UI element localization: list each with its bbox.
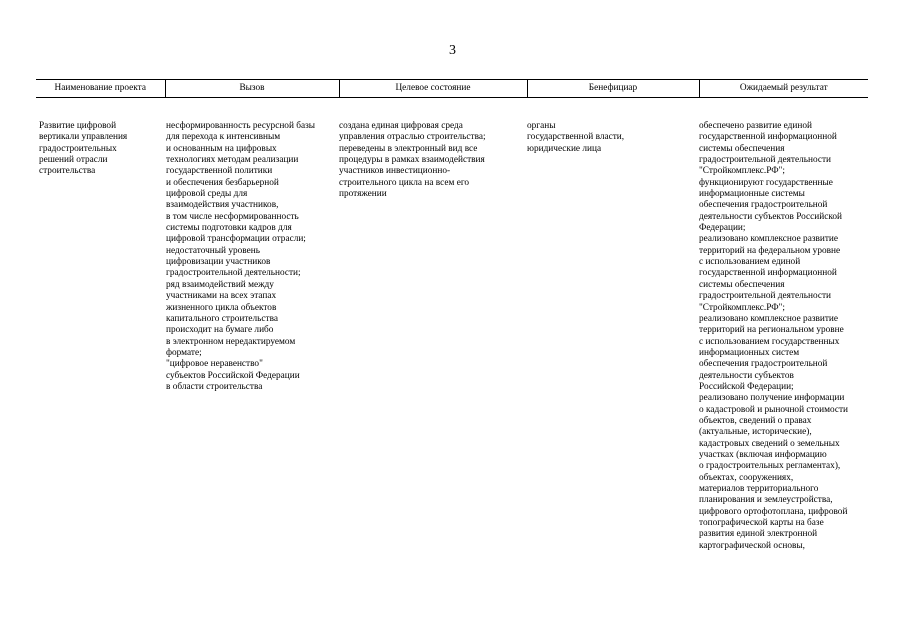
challenge-line: недостаточный уровень (166, 245, 260, 256)
expected-result-line: Российской Федерации; (699, 381, 794, 392)
project-table (36, 79, 868, 552)
expected-result-line: картографической основы, (699, 540, 805, 551)
challenge-line: градостроительной деятельности; (166, 268, 301, 279)
expected-result-line: обеспечено развитие единой (699, 121, 812, 131)
expected-result-line: системы обеспечения (699, 143, 785, 154)
expected-result-line: о градостроительных регламентах), (699, 461, 841, 472)
expected-result-line: градостроительной деятельности (699, 291, 831, 302)
target-state-line: протяжении (339, 189, 387, 200)
project-name-line: решений отрасли (39, 155, 108, 166)
header-target-state: Целевое состояние (339, 80, 527, 98)
expected-result-line: Федерации; (699, 223, 746, 234)
header-beneficiary: Бенефициар (527, 80, 699, 98)
expected-result-line: деятельности субъектов Российской (699, 211, 843, 222)
challenge-line: капитального строительства (166, 313, 278, 324)
project-name-line: Развитие цифровой (39, 121, 117, 131)
target-state-line: переведены в электронный вид все (339, 143, 478, 154)
target-state-line: строительного цикла на всем его (339, 177, 470, 188)
expected-result-line: реализовано комплексное развитие (699, 313, 839, 324)
expected-result-line: территорий на федеральном уровне (699, 245, 841, 256)
challenge-line: цифровой трансформации отрасли; (166, 234, 306, 245)
expected-result-line: государственной информационной (699, 132, 837, 143)
expected-result-line: территорий на региональном уровне (699, 325, 844, 336)
target-state-line: процедуры в рамках взаимодействия (339, 155, 485, 166)
expected-result-line: реализовано получение информации (699, 393, 845, 404)
target-state-line: создана единая цифровая среда (339, 121, 463, 131)
challenge-line: системы подготовки кадров для (166, 223, 292, 234)
expected-result-line: функционируют государственные (699, 177, 833, 188)
challenge-line: жизненного цикла объектов (166, 302, 277, 313)
expected-result-line: деятельности субъектов (699, 370, 794, 381)
expected-result-line: обеспечения градостроительной (699, 359, 828, 370)
expected-result-line: государственной информационной (699, 268, 837, 279)
challenge-line: субъектов Российской Федерации (166, 370, 300, 381)
challenge-line: для перехода к интенсивным (166, 132, 281, 143)
beneficiary-line: юридические лица (527, 143, 602, 154)
challenge-line: происходит на бумаге либо (166, 325, 274, 336)
page-number: 3 (449, 43, 456, 58)
target-state-line: управления отраслью строительства; (339, 132, 486, 143)
header-challenge: Вызов (165, 80, 339, 98)
expected-result-line: информационных систем (699, 347, 800, 358)
expected-result-line: информационные системы (699, 189, 805, 200)
expected-result-line: материалов территориального (699, 484, 819, 494)
expected-result-line: кадастровых сведений о земельных (699, 438, 840, 449)
target-state-line: участников инвестиционно- (339, 166, 451, 177)
table-row (36, 98, 868, 553)
challenge-line: и основанным на цифровых (166, 143, 277, 154)
cell-expected-result (699, 98, 868, 553)
challenge-line: участниками на всех этапах (166, 291, 277, 302)
expected-result-line: объектов, сведений о правах (699, 415, 812, 426)
expected-result-line: о кадастровой и рыночной стоимости (699, 404, 848, 415)
header-expected-result: Ожидаемый результат (699, 80, 868, 98)
expected-result-line: развития единой электронной (699, 529, 818, 540)
expected-result-line: (актуальные, исторические), (699, 427, 812, 438)
expected-result-line: объектах, сооружениях, (699, 472, 794, 483)
cell-challenge (165, 98, 339, 553)
challenge-line: "цифровое неравенство" (166, 359, 263, 370)
cell-target-state (339, 98, 527, 553)
challenge-line: технологиях методам реализации (166, 155, 299, 166)
expected-result-line: реализовано комплексное развитие (699, 234, 839, 245)
expected-result-line: планирования и землеустройства, (699, 495, 833, 506)
beneficiary-line: органы (527, 121, 556, 131)
expected-result-line: с использованием государственных (699, 336, 840, 347)
project-name-line: строительства (39, 166, 96, 177)
expected-result-line: с использованием единой (699, 257, 801, 268)
expected-result-line: "Стройкомплекс.РФ"; (699, 166, 785, 177)
challenge-line: государственной политики (166, 166, 273, 177)
table-header-row (36, 80, 868, 98)
expected-result-line: цифрового ортофотоплана, цифровой (699, 506, 848, 517)
challenge-line: несформированность ресурсной базы (166, 121, 316, 131)
expected-result-line: участках (включая информацию (699, 449, 827, 460)
beneficiary-line: государственной власти, (527, 132, 625, 143)
cell-beneficiary (527, 98, 699, 553)
challenge-line: взаимодействия участников, (166, 200, 279, 211)
project-name-line: вертикали управления (39, 132, 128, 143)
challenge-line: в области строительства (166, 381, 263, 392)
cell-project-name (36, 98, 165, 553)
header-project-name: Наименование проекта (36, 80, 165, 98)
challenge-line: ряд взаимодействий между (166, 279, 274, 290)
challenge-line: формате; (166, 347, 202, 358)
challenge-line: и обеспечения безбарьерной (166, 177, 279, 188)
challenge-line: цифровой среды для (166, 189, 248, 200)
challenge-line: в электронном нередактируемом (166, 336, 296, 347)
challenge-line: в том числе несформированность (166, 211, 299, 222)
expected-result-line: системы обеспечения (699, 279, 785, 290)
expected-result-line: градостроительной деятельности (699, 155, 831, 166)
expected-result-line: обеспечения градостроительной (699, 200, 828, 211)
project-name-line: градостроительных (39, 143, 117, 154)
challenge-line: цифровизации участников (166, 257, 271, 268)
expected-result-line: топографической карты на базе (699, 518, 824, 529)
expected-result-line: "Стройкомплекс.РФ"; (699, 302, 785, 313)
